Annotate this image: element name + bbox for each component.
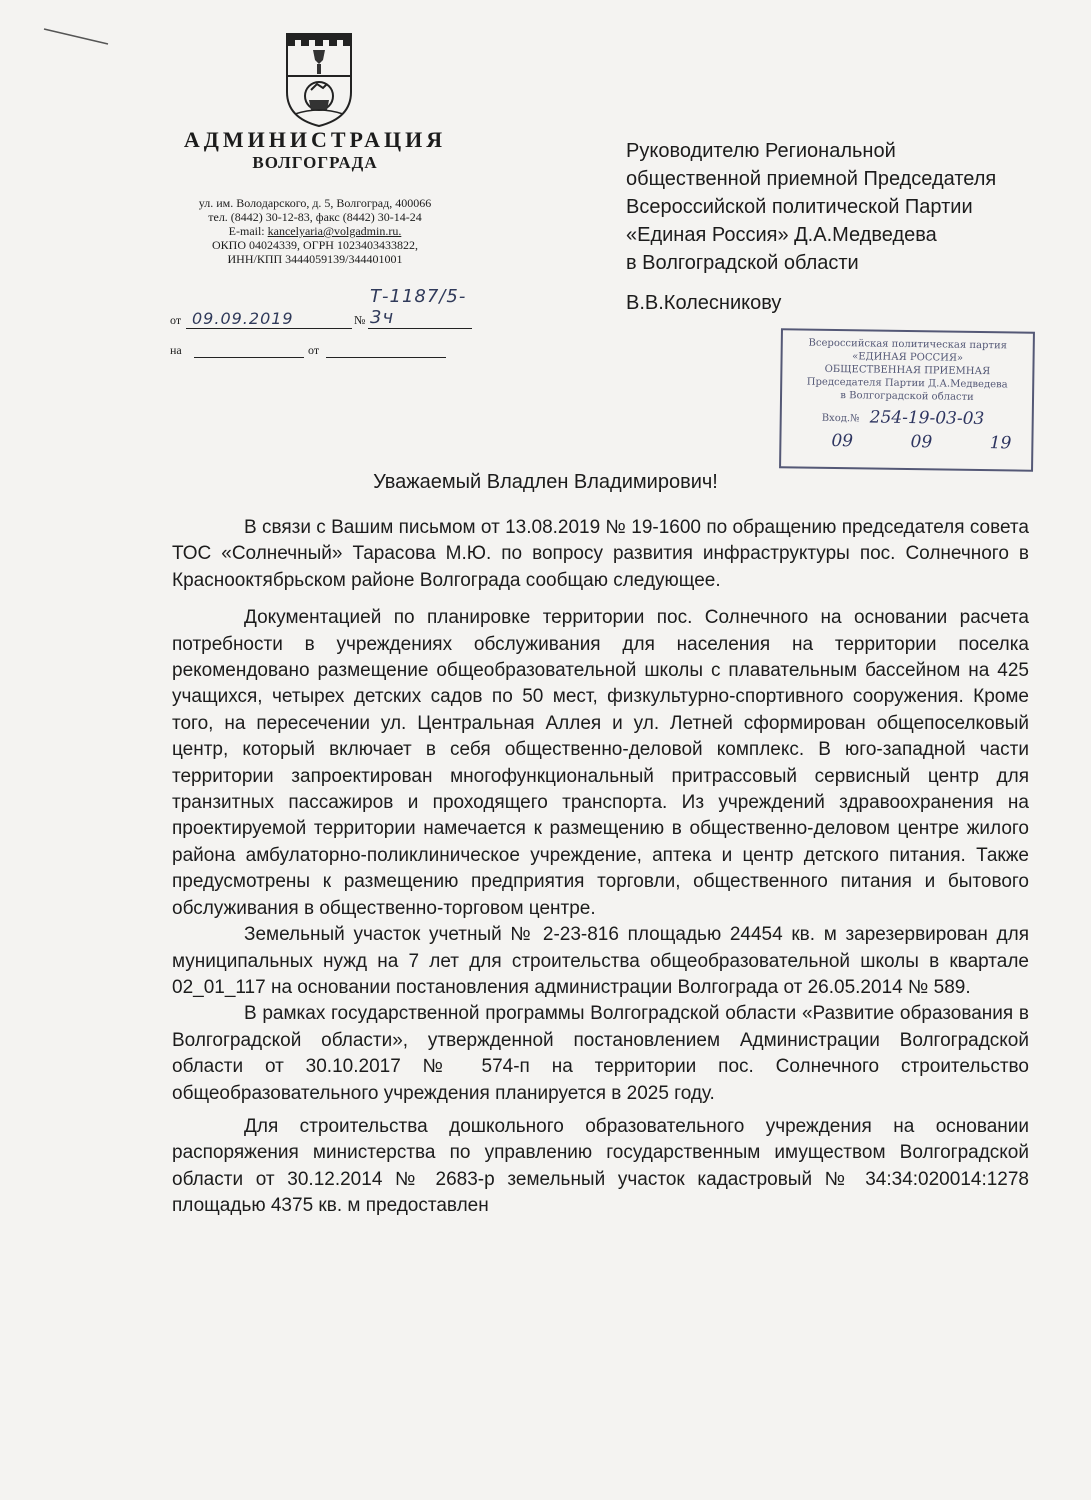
stamp-incoming-label: Вход.№ — [821, 412, 860, 425]
okpo-line: ОКПО 04024339, ОГРН 1023403433822, — [212, 238, 418, 252]
stamp-line: «ЕДИНАЯ РОССИЯ» — [852, 351, 964, 364]
inn-line: ИНН/КПП 3444059139/344401001 — [227, 252, 403, 266]
organization-contacts — [150, 196, 480, 266]
addressee-line: «Единая Россия» Д.А.Медведева — [626, 224, 937, 246]
organization-name: АДМИНИСТРАЦИЯ — [183, 127, 447, 152]
paragraph: Документацией по планировке территории пос. Солнечного на основании расчета потребности в учреждениях обслуживания для населения на территории поселка рекомендовано размещение общеобразовательной школы с плавательным бассейном на 425 учащихся, четырех детских садов по 50 мест, физкультурно-спортивного сооружения. Кроме того, на пересечении ул. Центральная Аллея и ул. Летней сформирован общепоселковый центр, который включает в себя общественно-деловой комплекс. В юго-западной части территории запроектирован многофункциональный притрассовый сервисный центр для транзитных пассажиров и проходящего транспорта. Из учреждений здравоохранения на проектируемой территории намечается к размещению в общественно-деловом центре жилого района амбулаторно-поликлиническое учреждение, аптека и центр детского питания. Также предусмотрены к размещению предприятия торговли, общественного питания и бытового обслуживания в общественно-торговом центре. — [172, 607, 1029, 919]
stamp-incoming-number: 254-19-03-03 — [869, 407, 985, 430]
stamp-line: Председателя Партии Д.А.Медведева — [806, 376, 1008, 391]
on-underline — [194, 357, 304, 358]
coat-of-arms-icon — [283, 30, 355, 128]
stamp-date — [831, 431, 1011, 454]
salutation: Уважаемый Владлен Владимирович! — [373, 471, 718, 493]
stamp-date-year: 19 — [989, 433, 1012, 454]
paragraph: Для строительства дошкольного образовательного учреждения на основании распоряжения министерства по управлению государственным имуществом Волгоградской области от 30.12.2014 № 2683-р земельный участок кадастровый № 34:34:020014:1278 площадью 4375 кв. м предоставлен — [172, 1115, 1029, 1217]
paragraph: Земельный участок учетный № 2-23-816 площадью 24454 кв. м зарезервирован для муниципальных нужд на 7 лет для строительства общеобразовательной школы в квартале 02_01_117 на основании постановления администрации Волгограда от 26.05.2014 № 589. — [172, 924, 1029, 998]
ref-from-label: от — [170, 313, 182, 327]
letter-body — [172, 515, 1029, 1220]
addressee-line: общественной приемной Председателя — [626, 168, 997, 190]
organization-header — [150, 127, 480, 173]
of-underline — [326, 357, 446, 358]
ref-of-label: от — [308, 343, 320, 357]
ref-date: 09.09.2019 — [192, 309, 294, 328]
stamp-date-day: 09 — [831, 430, 854, 452]
email-line — [150, 224, 480, 238]
email-link[interactable]: kancelyaria@volgadmin.ru. — [267, 224, 402, 238]
phones-line: тел. (8442) 30-12-83, факс (8442) 30-14-24 — [208, 210, 422, 224]
addressee-line: Всероссийской политической Партии — [626, 196, 973, 218]
stamp-line: Всероссийская политическая партия — [808, 337, 1008, 352]
ref-number-label: № — [354, 313, 366, 327]
incoming-reference — [170, 342, 470, 360]
registration-stamp — [779, 328, 1035, 472]
stamp-line: в Волгоградской области — [840, 390, 974, 403]
addressee-name: В.В.Колесникову — [626, 292, 782, 314]
ref-on-label: на — [170, 343, 182, 357]
addressee-block — [626, 137, 1056, 277]
addressee-line: в Волгоградской области — [626, 252, 859, 274]
addressee-line: Руководителю Региональной — [626, 140, 896, 162]
organization-city: ВОЛГОГРАДА — [252, 153, 378, 172]
pen-stroke-mark — [42, 26, 112, 48]
paragraph: В связи с Вашим письмом от 13.08.2019 № 19-1600 по обращению председателя совета ТОС «Солнечный» Тарасова М.Ю. по вопросу развития инфраструктуры пос. Солнечного в Краснооктябрьском районе Волгограда сообщаю следующее. — [172, 517, 1029, 591]
paragraph: В рамках государственной программы Волгоградской области «Развитие образования в Волгоградской области», утвержденной постановлением Администрации Волгоградской области от 30.10.2017 № 574-п на территории пос. Солнечного строительство общеобразовательного учреждения планируется в 2025 году. — [172, 1003, 1029, 1104]
stamp-line: ОБЩЕСТВЕННАЯ ПРИЕМНАЯ — [824, 363, 991, 378]
address-line: ул. им. Володарского, д. 5, Волгоград, 400066 — [198, 196, 432, 210]
ref-number: Т-1187/5-3ч — [370, 286, 467, 328]
outgoing-reference — [170, 286, 490, 331]
email-prefix: E-mail: — [228, 224, 268, 238]
stamp-date-month: 09 — [910, 432, 933, 453]
